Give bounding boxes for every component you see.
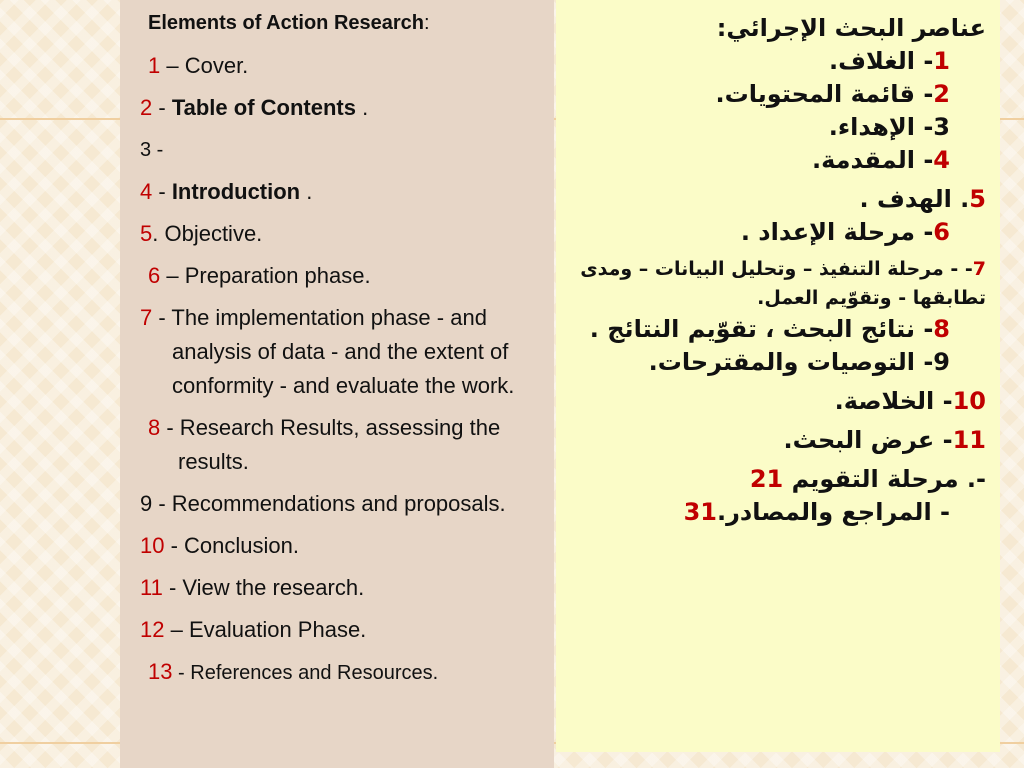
arabic-item-6: 6- مرحلة الإعداد .	[740, 218, 950, 246]
arabic-title: عناصر البحث الإجرائي:	[716, 14, 986, 42]
arabic-item-13: - المراجع والمصادر.31	[683, 498, 950, 526]
english-item-4: 4 - Introduction .	[140, 179, 313, 204]
arabic-item-1: 1- الغلاف.	[828, 47, 950, 75]
arabic-panel	[556, 0, 1000, 752]
english-item-13: 13 - References and Resources.	[148, 659, 439, 684]
english-title: Elements of Action Research:	[148, 12, 430, 34]
english-item-6: 6 – Preparation phase.	[148, 263, 371, 288]
arabic-item-11: 11- عرض البحث.	[783, 426, 986, 454]
english-panel	[120, 0, 554, 768]
english-item-2: 2 - Table of Contents .	[140, 95, 369, 120]
english-item-5: 5. Objective.	[140, 221, 263, 246]
english-item-1: 1 – Cover.	[148, 53, 249, 78]
arabic-item-5: 5. الهدف .	[859, 185, 986, 213]
arabic-item-2: 2- قائمة المحتويات.	[715, 80, 950, 108]
arabic-item-3: 3- الإهداء.	[828, 113, 950, 141]
english-item-7: 7 - The implementation phase - and analysis of data - and the extent of conformity - and evaluate the work.	[140, 305, 515, 398]
english-item-8: 8 - Research Results, assessing the results.	[148, 415, 501, 474]
arabic-item-10: 10- الخلاصة.	[834, 387, 986, 415]
arabic-item-8: 8- نتائج البحث ، تقوّيم النتائج .	[589, 315, 950, 343]
english-item-11: 11 - View the research.	[140, 575, 365, 600]
arabic-item-9: 9- التوصيات والمقترحات.	[648, 348, 950, 376]
english-item-12: 12 – Evaluation Phase.	[140, 617, 367, 642]
arabic-item-4: 4- المقدمة.	[811, 146, 950, 174]
english-item-10: 10 - Conclusion.	[140, 533, 299, 558]
english-item-9: 9 - Recommendations and proposals.	[140, 491, 506, 516]
english-item-3: 3 -	[140, 139, 164, 161]
arabic-item-7: 7- - مرحلة التنفيذ – وتحليل البيانات – ومدى تطابقها - وتقوّيم العمل.	[580, 258, 986, 309]
arabic-item-12: -. مرحلة التقويم 21	[749, 465, 986, 493]
